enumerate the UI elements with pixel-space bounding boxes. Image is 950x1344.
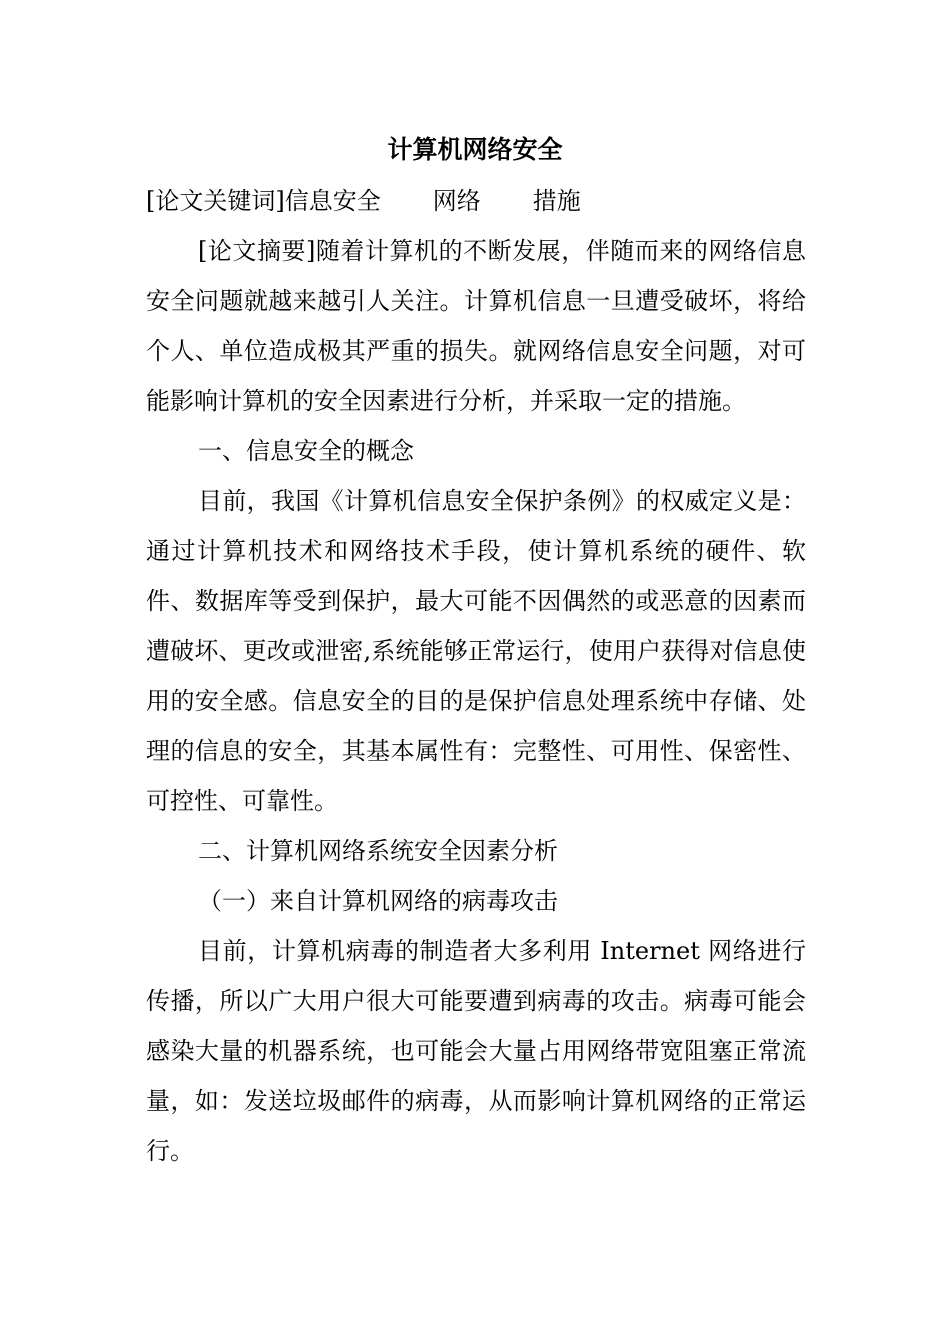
body-paragraph-1: 目前，我国《计算机信息安全保护条例》的权威定义是：通过计算机技术和网络技术手段，使计算机系统的硬件、软件、数据库等受到保护，最大可能不因偶然的或恶意的因素而遭破坏、更改或泄密,系统能够正常运行，使用户获得对信息使用的安全感。信息安全的目的是保护信息处理系统中存储、处理的信息的安全，其基本属性有：完整性、可用性、保密性、可控性、可靠性。 (146, 487, 806, 815)
keywords-line (146, 176, 806, 226)
section-heading-1: 一、信息安全的概念 (198, 437, 414, 465)
keyword-2: 网络 (432, 187, 481, 215)
keywords-label: [论文关键词] (146, 187, 285, 215)
abstract-paragraph: [论文摘要]随着计算机的不断发展，伴随而来的网络信息安全问题就越来越引人关注。计算机信息一旦遭受破坏，将给个人、单位造成极其严重的损失。就网络信息安全问题，对可能影响计算机的安全因素进行分析，并采取一定的措施。 (146, 237, 806, 415)
section-heading-2: 二、计算机网络系统安全因素分析 (198, 837, 558, 865)
subsection-heading-1: （一）来自计算机网络的病毒攻击 (198, 887, 558, 915)
keyword-1: 信息安全 (284, 187, 381, 215)
document-body (146, 176, 806, 1176)
document-title: 计算机网络安全 (387, 135, 563, 164)
keyword-3: 措施 (532, 187, 581, 215)
body-paragraph-2: 目前，计算机病毒的制造者大多利用 Internet 网络进行传播，所以广大用户很大可能要遭到病毒的攻击。病毒可能会感染大量的机器系统，也可能会大量占用网络带宽阻塞正常流量，如：发送垃圾邮件的病毒，从而影响计算机网络的正常运行。 (146, 937, 806, 1165)
